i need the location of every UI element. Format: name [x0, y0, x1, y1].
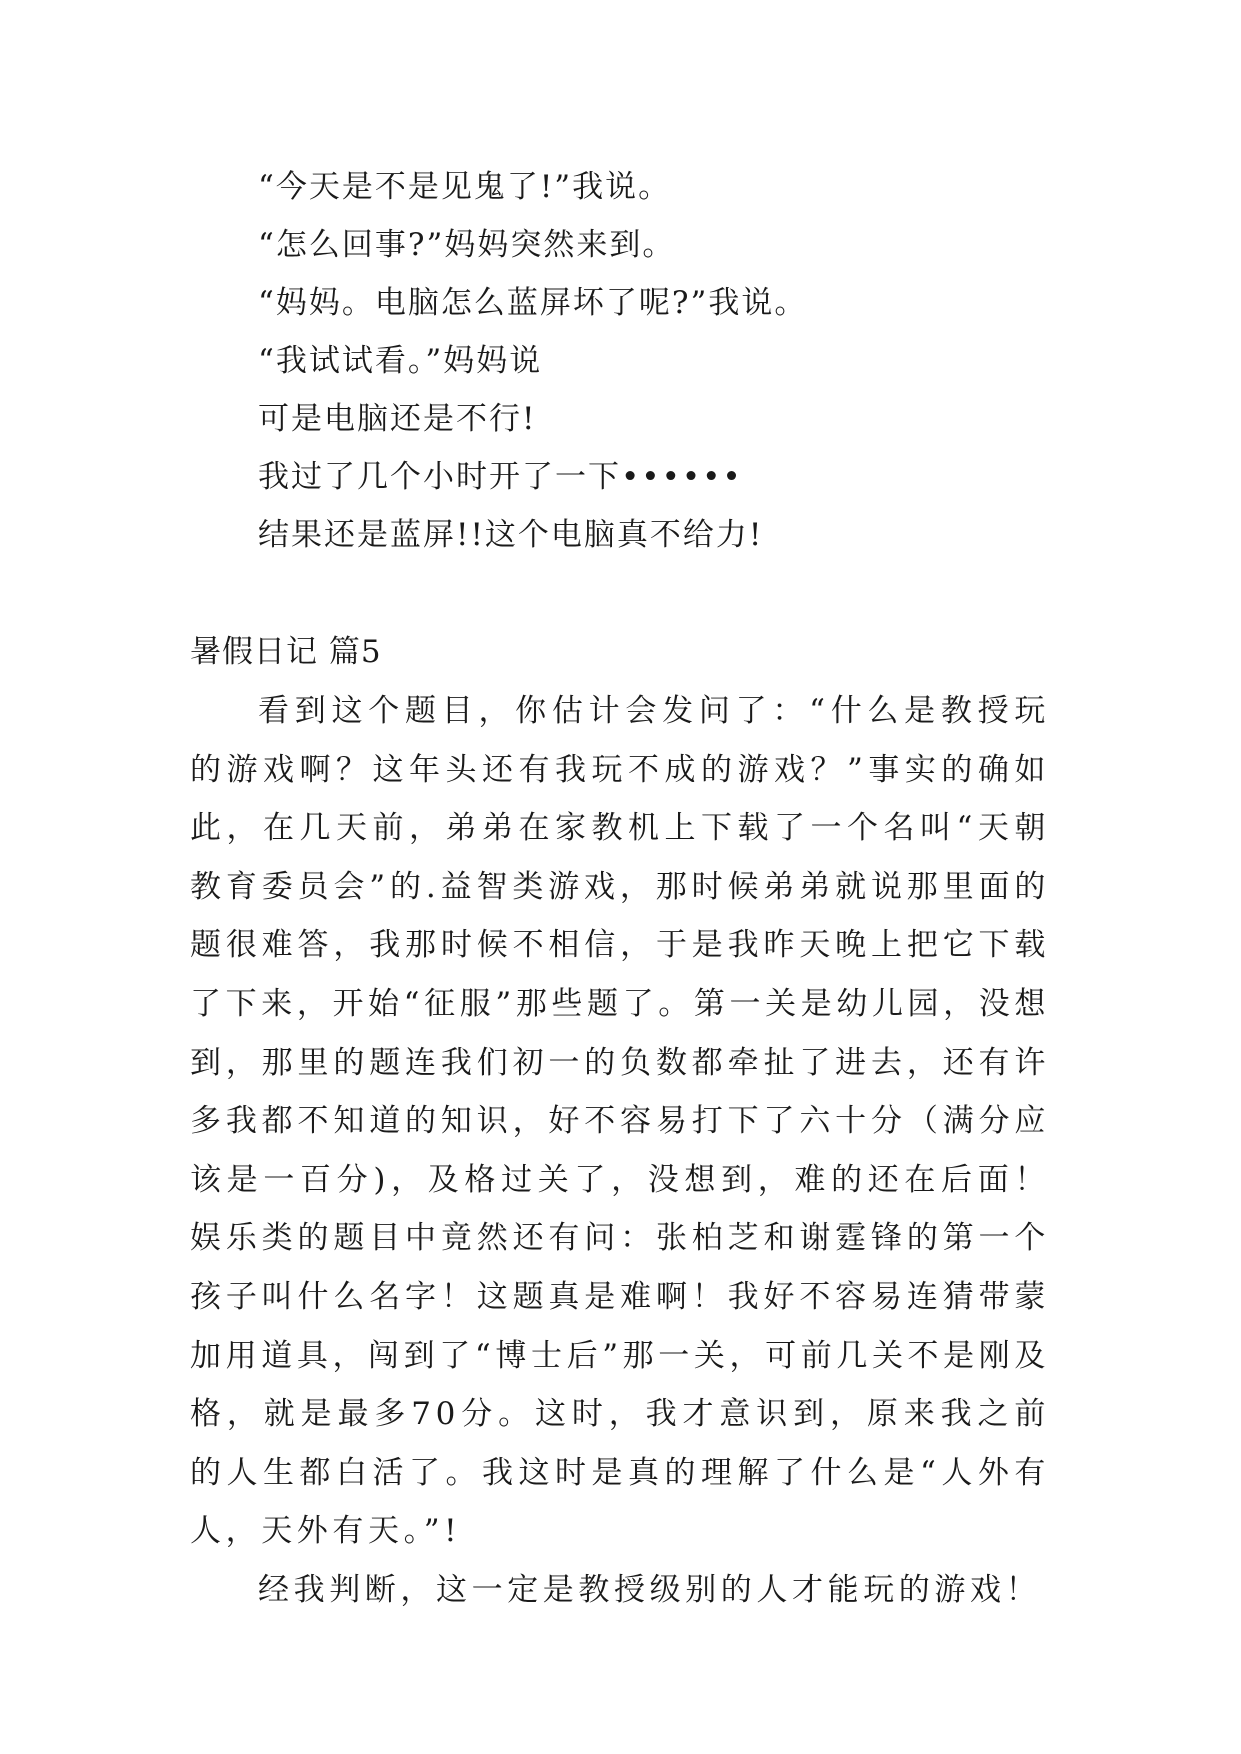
dialog-line: “我试试看。”妈妈说	[258, 343, 543, 379]
dialog-line: “妈妈。电脑怎么蓝屏坏了呢?”我说。	[258, 285, 808, 321]
dialog-line: “怎么回事?”妈妈突然来到。	[258, 227, 676, 263]
dialog-line: 结果还是蓝屏!!这个电脑真不给力!	[258, 517, 764, 553]
dialog-line: 我过了几个小时开了一下••••••	[258, 459, 743, 495]
dialog-line: 可是电脑还是不行!	[258, 401, 537, 437]
section-title: 暑假日记 篇5	[190, 634, 382, 670]
body-text	[190, 682, 1050, 1620]
dialog-line: “今天是不是见鬼了!”我说。	[258, 169, 672, 205]
body-paragraph: 看到这个题目，你估计会发问了：“什么是教授玩的游戏啊？这年头还有我玩不成的游戏？”事实的确如此，在几天前，弟弟在家教机上下载了一个名叫“天朝教育委员会”的.益智类游戏，那时候弟弟就说那里面的题很难答，我那时候不相信，于是我昨天晚上把它下载了下来，开始“征服”那些题了。第一关是幼儿园，没想到，那里的题连我们初一的负数都牵扯了进去，还有许多我都不知道的知识，好不容易打下了六十分（满分应该是一百分)，及格过关了，没想到，难的还在后面！娱乐类的题目中竟然还有问：张柏芝和谢霆锋的第一个孩子叫什么名字！这题真是难啊！我好不容易连猜带蒙加用道具，闯到了“博士后”那一关，可前几关不是刚及格，就是最多70分。这时，我才意识到，原来我之前的人生都白活了。我这时是真的理解了什么是“人外有人，天外有天。”!	[190, 693, 1050, 1550]
dialog-block	[258, 158, 1058, 564]
body-paragraph: 经我判断，这一定是教授级别的人才能玩的游戏！	[258, 1571, 1042, 1608]
